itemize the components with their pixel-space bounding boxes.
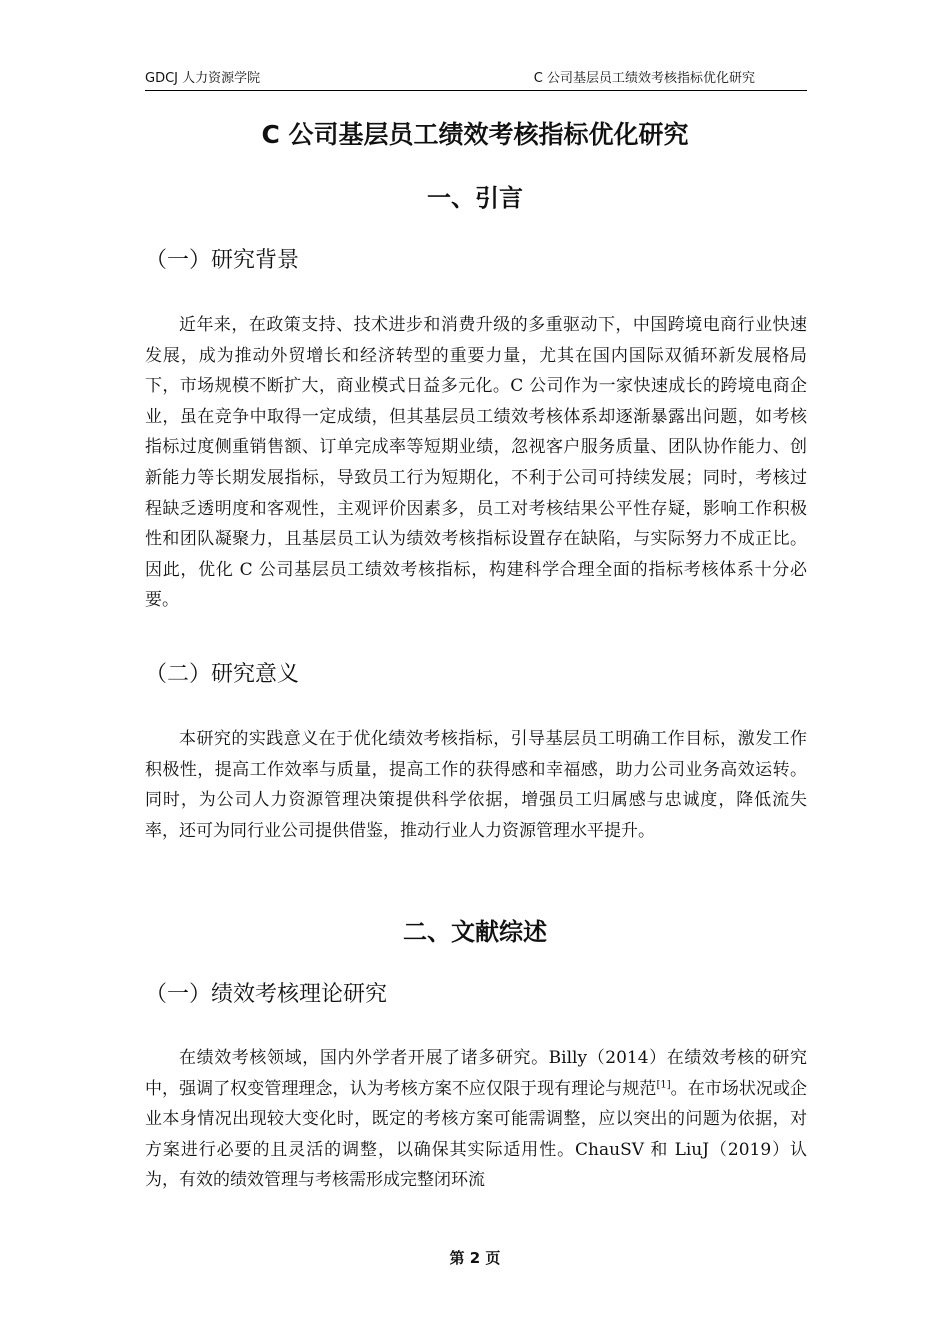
paragraph-theory-part2: 。在市场状况或企业本身情况出现较大变化时，既定的考核方案可能需调整，应以突出的问题为依据，对方案进行必要的且灵活的调整，以确保其实际适用性。ChauSV 和 LiuJ（2019）认为，有效的绩效管理与考核需形成完整闭环流	[145, 1078, 808, 1191]
page-number: 第 2 页	[449, 1249, 501, 1267]
subsection-heading-theory: （一）绩效考核理论研究	[145, 982, 388, 1007]
header-paper-title: C 公司基层员工绩效考核指标优化研究	[533, 71, 755, 86]
paragraph-theory-part1: 在绩效考核领域，国内外学者开展了诸多研究。Billy（2014）在绩效考核的研究中，强调了权变管理理念，认为考核方案不应仅限于现有理论与规范	[145, 1048, 807, 1099]
citation-ref-1[interactable]: [1]	[656, 1078, 671, 1090]
section-heading-literature-review: 二、文献综述	[403, 918, 547, 946]
paper-title: C 公司基层员工绩效考核指标优化研究	[261, 120, 689, 149]
paragraph-significance: 本研究的实践意义在于优化绩效考核指标，引导基层员工明确工作目标，激发工作积极性，提高工作效率与质量，提高工作的获得感和幸福感，助力公司业务高效运转。同时，为公司人力资源管理决策提供科学依据，增强员工归属感与忠诚度，降低流失率，还可为同行业公司提供借鉴，推动行业人力资源管理水平提升。	[145, 729, 807, 841]
paragraph-background: 近年来，在政策支持、技术进步和消费升级的多重驱动下，中国跨境电商行业快速发展，成为推动外贸增长和经济转型的重要力量，尤其在国内国际双循环新发展格局下，市场规模不断扩大，商业模式日益多元化。C 公司作为一家快速成长的跨境电商企业，虽在竞争中取得一定成绩，但其基层员工绩效考核体系却逐渐暴露出问题，如考核指标过度侧重销售额、订单完成率等短期业绩，忽视客户服务质量、团队协作能力、创新能力等长期发展指标，导致员工行为短期化，不利于公司可持续发展；同时，考核过程缺乏透明度和客观性，主观评价因素多，员工对考核结果公平性存疑，影响工作积极性和团队凝聚力，且基层员工认为绩效考核指标设置存在缺陷，与实际努力不成正比。因此，优化 C 公司基层员工绩效考核指标，构建科学合理全面的指标考核体系十分必要。	[145, 315, 807, 611]
header-institution: GDCJ 人力资源学院	[145, 71, 261, 86]
subsection-heading-significance: （二）研究意义	[145, 662, 300, 687]
paragraph-theory	[145, 1043, 807, 1196]
section-heading-introduction: 一、引言	[427, 184, 523, 212]
running-header	[145, 70, 807, 91]
subsection-heading-background: （一）研究背景	[145, 248, 300, 273]
